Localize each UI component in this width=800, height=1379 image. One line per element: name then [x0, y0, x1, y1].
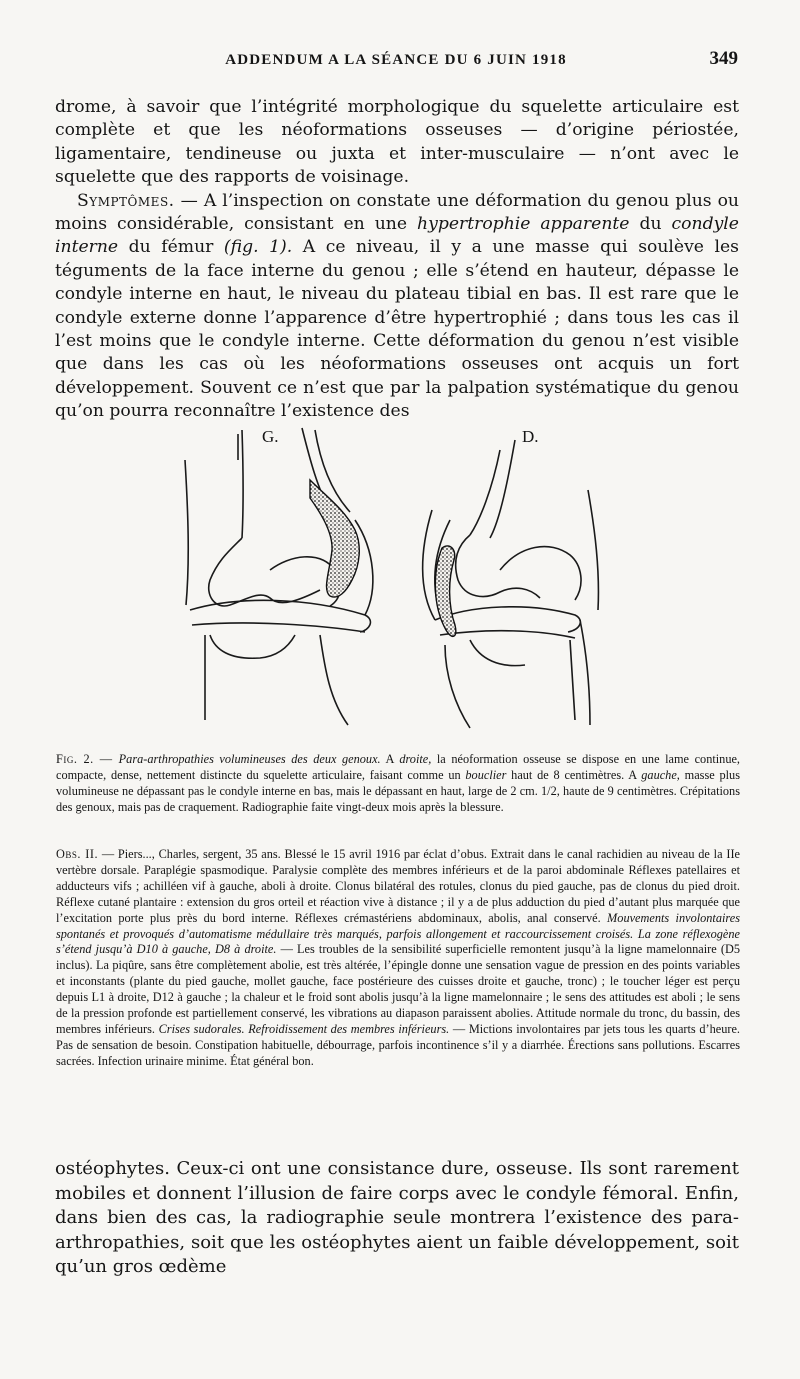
paragraph-text: A ce niveau, il y a une masse qui soulève les téguments de la face interne du genou ; elle s’étend en hauteur, dépasse le condyle interne en haut, le niveau du plateau tibial en bas. Il est rare que le condyle externe donne l’apparence d’être hypertrophié ; dans tous les cas il l’est moins que le condyle interne. Cette déformation du genou n’est visible que dans les cas où les néoformations osseuses ont acquis un fort développement. Souvent ce n’est que par la palpation systématique du genou qu’on pourra reconnaître l’existence des [55, 237, 740, 422]
emphasis: condyle interne [55, 214, 739, 258]
body-text-bottom: ostéophytes. Ceux-ci ont une consistance dure, osseuse. Ils sont rarement mobiles et donnent l’illusion de faire corps avec le condyle fémoral. Enfin, dans bien des cas, la radiographie seule montrera l’existence des para-arthropathies, soit que les ostéophytes aient un faible développement, soit qu’un gros œdème [55, 1158, 739, 1277]
right-knee-neoformation [435, 546, 455, 636]
observation-text: — Mictions involontaires par jets tous les quarts d’heure. Pas de sensation de besoin. Constipation habituelle, débourrage, parfois incontinence s’il y a diarrhée. Érections sans pollutions. Escarres sacrées. Infection urinaire minime. État général bon. [56, 1021, 740, 1068]
paragraph-text: — A l’inspection on constate une déformation du genou plus ou moins considérable, consistant en une [55, 190, 739, 235]
knee-drawings [170, 420, 640, 740]
running-title: ADDENDUM A LA SÉANCE DU 6 JUIN 1918 [225, 52, 567, 68]
paragraph-text: du fémur [118, 237, 224, 258]
emphasis: Crises sudorales. Refroidissement des membres inférieurs. [158, 1021, 450, 1036]
figure-label-left: G. [262, 427, 279, 446]
observation-text: — Piers..., Charles, sergent, 35 ans. Blessé le 15 avril 1916 par éclat d’obus. Extrait dans le canal rachidien au niveau de la IIe vertèbre dorsale. Paraplégie spasmodique. Paralysie complète des membres inférieurs et de la paroi abdominale Réflexes patellaires et adducteurs vifs ; achilléen vif à gauche, aboli à droite. Clonus bilatéral des rotules, clonus du pied gauche, pas de clonus du pied droit. Réflexe cutané plantaire : extension du gros orteil et réaction vive à distance ; il y a de plus adduction du pied d’autant plus marquée que l’excitation porte plus près du bord interne. Réflexes crémastériens abdominaux, abolis, anal conservé. [56, 847, 740, 925]
paragraph-symptomes [55, 190, 739, 424]
figure-reference: (fig. 1). [223, 237, 293, 258]
caption-text: haut de 8 centimètres. A [506, 767, 642, 782]
page-number: 349 [709, 48, 738, 69]
caption-figure-number: Fig. 2. — [56, 752, 119, 766]
figure-label-right: D. [522, 427, 539, 446]
observation-label: Obs. II. [56, 847, 99, 861]
emphasis: gauche, [641, 767, 680, 782]
observation-text: — Les troubles de la sensibilité superficielle remontent jusqu’à la ligne mamelonnaire (D5 inclus). La piqûre, sans être complètement abolie, est très altérée, l’épingle donne une sensation vague de pression en des points variables et inconstants (plante du pied gauche, mollet gauche, face postérieure des cuisses droite et gauche, tronc) ; le toucher léger est perçu depuis L1 à droite, D12 à gauche ; la chaleur et le froid sont abolis jusqu’à la ligne mamelonnaire ; le sens des attitudes est aboli ; le sens de la pression profonde est partiellement conservé, les vibrations au diapason paraissent abolies. Attitude normale du tronc, du bassin, des membres inférieurs. [56, 942, 741, 1036]
caption-text: A [380, 752, 400, 766]
knee-figure [170, 420, 640, 740]
emphasis: hypertrophie apparente [417, 214, 630, 235]
caption-text: masse plus volumineuse ne dépassant pas le condyle interne en bas, mais le dépassant en haut, large de 2 cm. 1/2, haute de 9 centimètres. Crépitations des genoux, mais pas de craquement. Radiographie faite vingt-deux mois après la blessure. [56, 767, 740, 814]
section-heading: Symptômes. [77, 190, 175, 211]
observation-note [56, 847, 740, 1070]
running-header [52, 48, 740, 69]
emphasis: droite, [399, 752, 432, 766]
body-text-top [55, 96, 739, 424]
left-knee-neoformation [310, 480, 359, 597]
caption-title: Para-arthropathies volumineuses des deux genoux. [118, 752, 381, 766]
paragraph-continuation: drome, à savoir que l’intégrité morphologique du squelette articulaire est complète et que les néoformations osseuses — d’origine périostée, ligamentaire, tendineuse ou juxta et inter-musculaire — n’ont avec le squelette que des rapports de voisinage. [55, 97, 739, 188]
paragraph-text: du [629, 214, 672, 235]
caption-text: la néoformation osseuse se dispose en une lame continue, compacte, dense, nettement distincte du squelette articulaire, faisant comme un [56, 752, 741, 782]
emphasis: Mouvements involontaires spontanés et provoqués d’automatisme médullaire très marqués, parfois allongement et raccourcissement croisés. La zone réflexogène s’étend jusqu’à D10 à gauche, D8 à droite. [56, 910, 740, 957]
emphasis: bouclier [465, 767, 507, 782]
figure-caption [56, 752, 740, 816]
